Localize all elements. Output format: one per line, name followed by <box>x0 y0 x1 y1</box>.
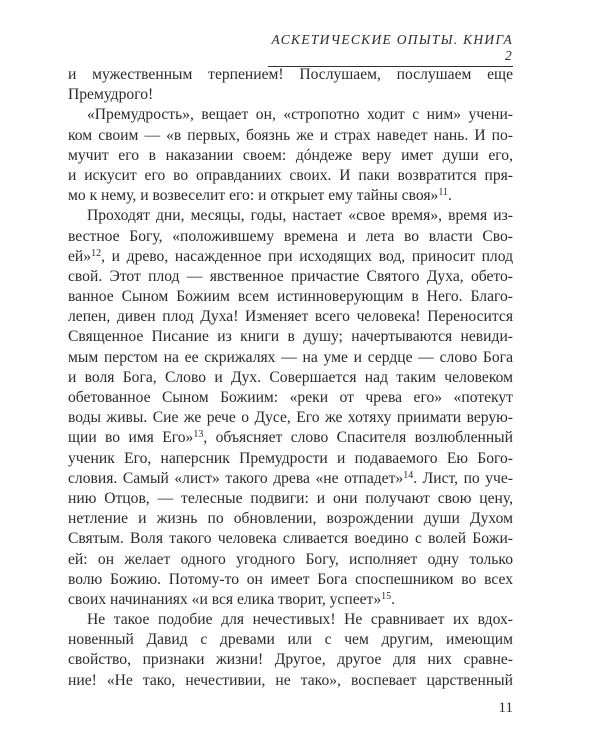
text-line <box>68 65 513 85</box>
footnote-reference[interactable]: 14 <box>403 469 414 481</box>
text-line <box>68 348 513 368</box>
footnote-reference[interactable]: 12 <box>91 247 102 259</box>
paragraph <box>68 206 513 610</box>
text-segment: обетованное Сыном Божиим: «реки от чрева его» «потекут <box>68 389 513 406</box>
text-line <box>68 509 513 529</box>
text-line <box>68 227 513 247</box>
text-line <box>68 166 513 186</box>
running-header: АСКЕТИЧЕСКИЕ ОПЫТЫ. КНИГА 2 <box>268 32 513 67</box>
text-line <box>68 550 513 570</box>
text-segment: и воля Бога, Слово и Дух. Совершается над таким человеком <box>68 368 513 386</box>
text-segment: , объясняет слово Спасителя возлюбленный <box>203 429 514 447</box>
text-segment: мо к нему, и возвеселит его: и открыет ему тайны своя» <box>68 187 439 205</box>
text-line <box>68 408 513 428</box>
text-segment: словия. Самый «лист» такого древа «не отпадет» <box>68 469 404 487</box>
paragraph <box>68 65 513 105</box>
paragraph <box>68 610 513 691</box>
text-line <box>68 428 513 448</box>
text-line <box>68 610 513 630</box>
page-number: 11 <box>498 700 513 716</box>
text-segment: свойство, признаки жизни! Другое, другое для них сравне- <box>68 651 513 669</box>
text-segment: ученик Его, наперсник Премудрости и подаваемого Ею Бого- <box>68 449 513 467</box>
text-line <box>68 327 513 347</box>
text-line <box>68 247 513 267</box>
text-line <box>68 307 513 327</box>
text-line <box>68 206 513 226</box>
text-segment: свой. Этот плод — явственное причастие Святого Духа, обето- <box>68 267 513 285</box>
text-line <box>68 671 513 691</box>
text-line <box>68 186 513 206</box>
text-segment: ей: он желает одного угодного Богу, исполняет одну только <box>68 550 513 568</box>
text-segment: воды живы. Сие же рече о Дусе, Его же хотяху приимати верую- <box>68 409 513 427</box>
text-segment: лепен, дивен плод Духа! Изменяет всего человека! Переносится <box>68 308 513 326</box>
text-line <box>68 570 513 590</box>
text-segment: новенный Давид с древами или с чем другим, имеющим <box>68 631 513 649</box>
text-line <box>68 489 513 509</box>
text-line <box>68 287 513 307</box>
text-line <box>68 630 513 650</box>
text-segment: мым перстом на ее скрижалях — на уме и сердце — слово Бога <box>68 348 513 366</box>
text-line <box>68 449 513 469</box>
text-segment: нию Отцов, — телесные подвиги: и они получают свою цену, <box>68 489 513 507</box>
text-segment: волю Божию. Потому-то он имеет Бога споспешником во всех <box>68 570 513 588</box>
text-segment: . <box>447 187 452 205</box>
text-segment: ей» <box>68 247 92 265</box>
text-segment: щии во имя Его» <box>68 429 194 447</box>
footnote-reference[interactable]: 11 <box>438 187 448 199</box>
text-segment: вестное Богу, «положившему времена и лета во власти Сво- <box>68 227 513 245</box>
text-segment: Святым. Воля такого человека сливается воедино с волей Божи- <box>68 530 513 548</box>
text-segment: «Премудрость», вещает он, «стропотно ходит с ним» учени- <box>87 106 513 124</box>
text-segment: мучит его в наказании своем: дóндеже веру имет души его, <box>68 146 513 164</box>
text-segment: . Лист, по уче- <box>413 469 514 487</box>
text-line <box>68 267 513 287</box>
text-line <box>68 590 513 610</box>
text-segment: нетление и жизнь по обновлении, возрождении души Духом <box>68 510 513 528</box>
text-segment: , и древо, насажденное при исходящих вод, приносит плод <box>101 247 513 265</box>
text-line <box>68 388 513 408</box>
text-line <box>68 529 513 549</box>
text-segment: своих начинаниях «и вся елика творит, успеет» <box>68 590 382 608</box>
paragraph <box>68 105 513 206</box>
text-segment: ванное Сыном Божиим всем истинноверующим в Него. Благо- <box>68 288 513 306</box>
text-line <box>68 146 513 166</box>
text-segment: Не такое подобие для нечестивых! Не сравнивает их вдох- <box>87 611 513 629</box>
text-segment: Проходят дни, месяцы, годы, настает «свое время», время из- <box>87 207 513 225</box>
text-line <box>68 126 513 146</box>
footnote-reference[interactable]: 15 <box>381 590 392 602</box>
text-line <box>68 85 513 105</box>
text-segment: . <box>391 590 396 608</box>
text-line <box>68 469 513 489</box>
text-segment: ком своим — «в первых, боязнь же и страх наведет нань. И по- <box>68 126 513 144</box>
footnote-reference[interactable]: 13 <box>193 429 204 441</box>
body-text <box>68 65 513 691</box>
text-segment: и мужественным терпением! Послушаем, послушаем еще <box>68 66 513 83</box>
text-line <box>68 368 513 388</box>
text-segment: Священное Писание из книги в душу; начертываются невиди- <box>68 328 513 346</box>
text-line <box>68 105 513 125</box>
text-segment: ние! «Не тако, нечестивии, не тако», воспевает царственный <box>68 671 513 689</box>
text-line <box>68 650 513 670</box>
text-segment: Премудрого! <box>68 86 154 104</box>
text-segment: и искусит его во оправданиих своих. И паки возвратится пря- <box>68 166 513 184</box>
